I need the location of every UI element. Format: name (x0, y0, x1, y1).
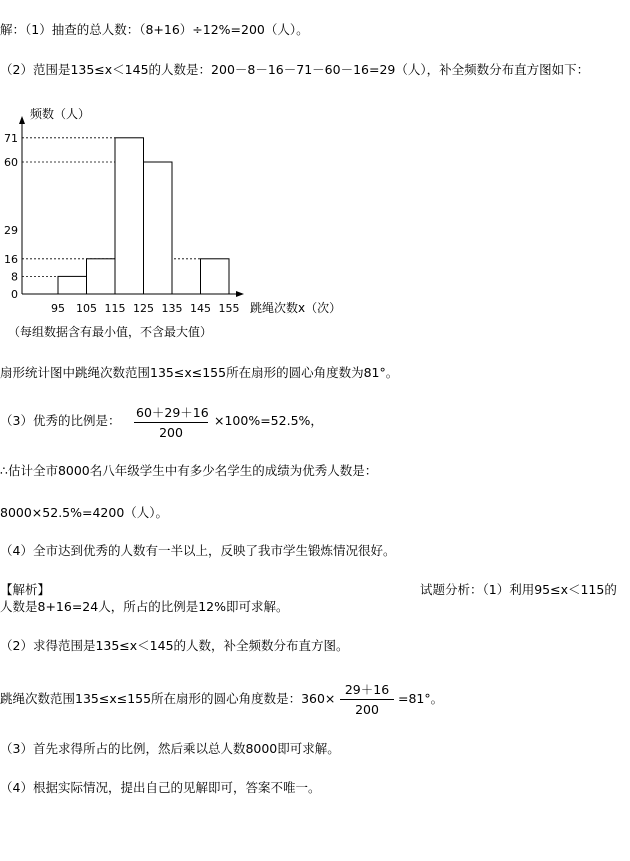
y-tick-60: 60 (4, 156, 18, 169)
x-tick-115: 115 (104, 302, 126, 315)
analysis-line-5: （3）首先求得所占的比例，然后乘以总人数8000即可求解。 (0, 741, 340, 756)
solution-line-7: （4）全市达到优秀的人数有一半以上，反映了我市学生锻炼情况很好。 (0, 543, 396, 558)
solution-line-6: 8000×52.5%=4200（人）。 (0, 505, 169, 520)
chart-note: （每组数据含有最小值，不含最大值） (8, 325, 213, 339)
x-tick-105: 105 (76, 302, 97, 315)
histogram-bar-115-125 (115, 138, 144, 294)
y-axis-arrow (19, 116, 25, 124)
analysis-heading: 【解析】 (0, 582, 51, 597)
y-axis-label: 频数（人） (30, 107, 91, 121)
histogram-bar-95-105 (58, 276, 87, 294)
solution-line-1: 解：（1）抽查的总人数：（8+16）÷12%=200（人）。 (0, 22, 309, 37)
y-tick-71: 71 (4, 131, 18, 145)
analysis-line-4: 跳绳次数范围135≤x≤155所在扇形的圆心角度数是：360× (0, 691, 336, 706)
ratio-suffix: ×100%=52.5%， (214, 413, 323, 428)
angle-denominator: 200 (355, 702, 379, 717)
x-axis-arrow (236, 291, 244, 297)
y-tick-29: 29 (4, 224, 18, 238)
x-tick-155: 155 (218, 302, 240, 315)
analysis-line-6: （4）根据实际情况，提出自己的见解即可，答案不唯一。 (0, 780, 321, 795)
x-tick-125: 125 (133, 302, 154, 315)
ratio-numerator: 60＋29＋16 (134, 403, 208, 423)
analysis-line-1: 试题分析：（1）利用95≤x＜115的 (420, 582, 617, 597)
x-tick-95: 95 (51, 302, 65, 315)
solution-line-5: ∴估计全市8000名八年级学生中有多少名学生的成绩为优秀人数是： (0, 463, 378, 478)
frequency-histogram (0, 100, 400, 360)
angle-fraction (340, 680, 394, 717)
x-axis-label: 跳绳次数x（次） (250, 301, 342, 315)
ratio-denominator: 200 (159, 425, 183, 440)
histogram-bar-125-135 (144, 162, 173, 294)
x-tick-145: 145 (190, 302, 211, 315)
ratio-prefix: （3）优秀的比例是： (0, 413, 121, 428)
analysis-line-3: （2）求得范围是135≤x＜145的人数，补全频数分布直方图。 (0, 638, 349, 653)
y-tick-0: 0 (11, 288, 18, 301)
y-tick-16: 16 (4, 252, 18, 266)
solution-line-2: （2）范围是135≤x＜145的人数是：200－8－16－71－60－16=29（人），补全频数分布直方图如下： (0, 62, 590, 77)
solution-line-3: 扇形统计图中跳绳次数范围135≤x≤155所在扇形的圆心角度数为81°。 (0, 365, 399, 380)
ratio-fraction (134, 403, 208, 440)
angle-numerator: 29＋16 (340, 680, 394, 700)
angle-suffix: =81°。 (398, 691, 444, 706)
x-tick-135: 135 (161, 302, 183, 315)
analysis-line-2: 人数是8+16=24人，所占的比例是12%即可求解。 (0, 599, 289, 614)
solution-line-4 (0, 413, 120, 429)
histogram-bar-105-115 (87, 259, 116, 294)
y-tick-8: 8 (11, 270, 18, 284)
histogram-bar-145-155 (201, 259, 230, 294)
